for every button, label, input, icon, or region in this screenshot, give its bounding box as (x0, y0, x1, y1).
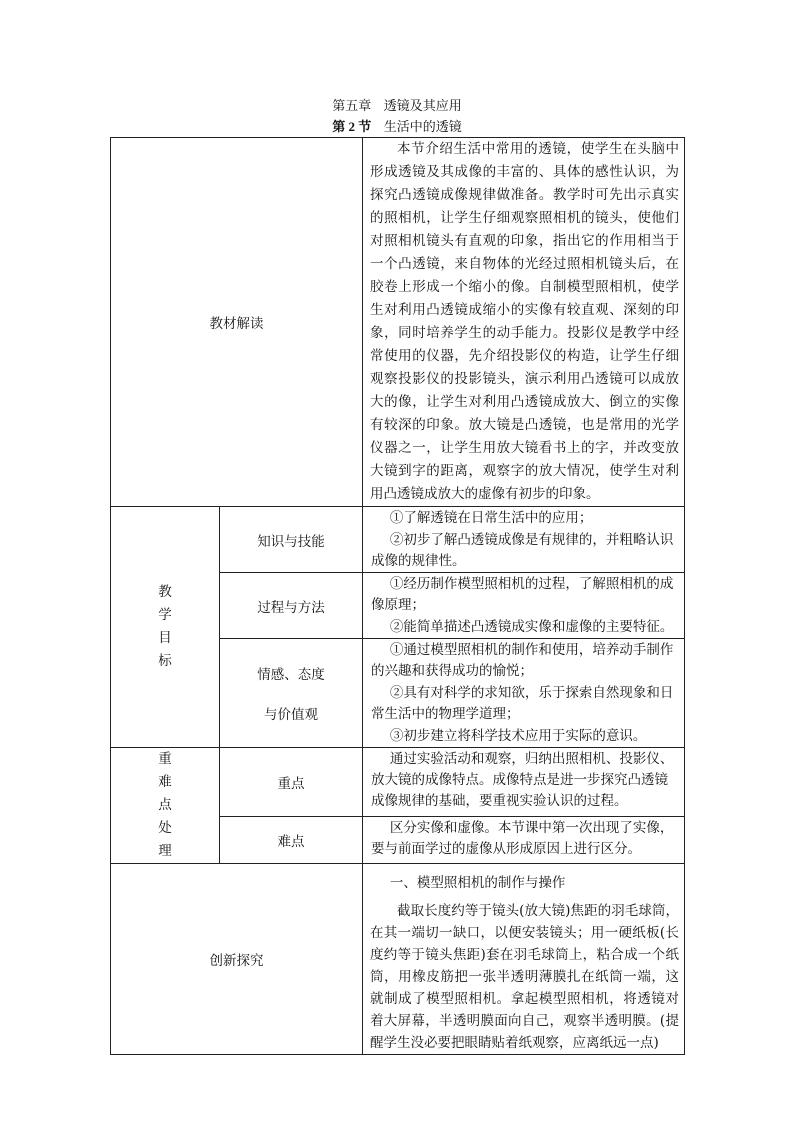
attitude-item: ③初步建立将科学技术应用于实际的意识。 (389, 728, 647, 744)
material-text: 本节介绍生活中常用的透镜，使学生在头脑中形成透镜及其成像的丰富的、具体的感性认识，为探究凸透镜成像规律做准备。教学时可先出示真实的照相机，让学生仔细观察照相机的镜头，使他们对照相机镜头有直观的印象，指出它的作用相当于一个凸透镜，来自物体的光经过照相机镜头后，在胶卷上形成一个缩小的像。自制模型照相机，使学生对利用凸透镜成缩小的实像有较直观、深刻的印象，同时培养学生的动手能力。投影仪是教学中经常使用的仪器，先介绍投影仪的构造，让学生仔细观察投影仪的投影镜头，演示利用凸透镜可以成放大的像，让学生对利用凸透镜成放大、倒立的实像有较深的印象。放大镜是凸透镜，也是常用的光学仪器之一，让学生用放大镜看书上的字，并改变放大镜到字的距离，观察字的放大情况，使学生对利用凸透镜成放大的虚像有初步的印象。 (370, 141, 679, 502)
goals-label-char: 学 (158, 607, 172, 623)
material-cell (363, 138, 685, 507)
chapter-number: 第五章 (332, 99, 372, 114)
goal-knowledge-row (111, 507, 685, 573)
focus-text: 通过实验活动和观察，归纳出照相机、投影仪、放大镜的成像特点。成像特点是进一步探究凸透镜成像规律的基础，要重视实验认识的过程。 (371, 751, 674, 809)
process-label: 过程与方法 (220, 573, 363, 639)
chapter-title (0, 99, 794, 115)
focus-label: 重点 (220, 748, 363, 817)
innovation-row (111, 864, 685, 1055)
difficulty-text: 区分实像和虚像。本节课中第一次出现了实像，要与前面学过的虚像从形成原因上进行区分。 (371, 820, 674, 858)
section-name: 生活中的透镜 (383, 120, 462, 135)
key-focus-row (111, 748, 685, 817)
key-points-label-char: 难 (158, 774, 172, 790)
material-label: 教材解读 (111, 138, 363, 507)
knowledge-cell (363, 507, 685, 573)
key-points-label-char: 处 (158, 820, 172, 836)
difficulty-label: 难点 (220, 817, 363, 864)
section-number: 第 2 节 (332, 119, 372, 134)
process-item: ①经历制作模型照相机的过程，了解照相机的成像原理； (371, 576, 674, 613)
focus-cell (363, 748, 685, 817)
key-points-label (111, 748, 220, 864)
innovation-label: 创新探究 (111, 864, 363, 1055)
goals-label-char: 标 (158, 653, 172, 669)
key-points-label-char: 重 (158, 751, 172, 767)
attitude-label (220, 639, 363, 748)
attitude-item: ②具有对科学的求知欲，乐于探索自然现象和日常生活中的物理学道理； (371, 685, 674, 722)
knowledge-label: 知识与技能 (220, 507, 363, 573)
innovation-cell (363, 864, 685, 1055)
process-item: ②能简单描述凸透镜成实像和虚像的主要特征。 (389, 619, 674, 635)
key-points-label-char: 点 (158, 797, 172, 813)
innovation-heading: 一、模型照相机的制作与操作 (389, 875, 566, 891)
goals-label (111, 507, 220, 748)
attitude-cell (363, 639, 685, 748)
difficulty-cell (363, 817, 685, 864)
lesson-plan-table (110, 137, 685, 1055)
attitude-label-line1: 情感、态度 (257, 667, 325, 683)
chapter-name: 透镜及其应用 (383, 99, 462, 114)
attitude-item: ①通过模型照相机的制作和使用，培养动手制作的兴趣和获得成功的愉悦； (371, 642, 674, 679)
knowledge-item: ②初步了解凸透镜成像是有规律的，并粗略认识成像的规律性。 (371, 532, 674, 569)
material-row (111, 138, 685, 507)
knowledge-item: ①了解透镜在日常生活中的应用； (389, 510, 593, 526)
innovation-text: 截取长度约等于镜头(放大镜)焦距的羽毛球筒，在其一端切一缺口，以便安装镜头；用一硬纸板(长度约等于镜头焦距)套在羽毛球筒上，粘合成一个纸筒，用橡皮筋把一张半透明薄膜扎在纸筒一端，这就制成了模型照相机。拿起模型照相机，将透镜对着大屏幕，半透明膜面向自己，观察半透明膜。(提醒学生没必要把眼睛贴着纸观察，应离纸远一点) (370, 903, 679, 1051)
goals-label-char: 目 (158, 630, 172, 646)
process-cell (363, 573, 685, 639)
key-points-label-char: 理 (158, 843, 172, 859)
attitude-label-line2: 与价值观 (264, 707, 318, 723)
goals-label-char: 教 (158, 584, 172, 600)
section-title (0, 119, 794, 136)
